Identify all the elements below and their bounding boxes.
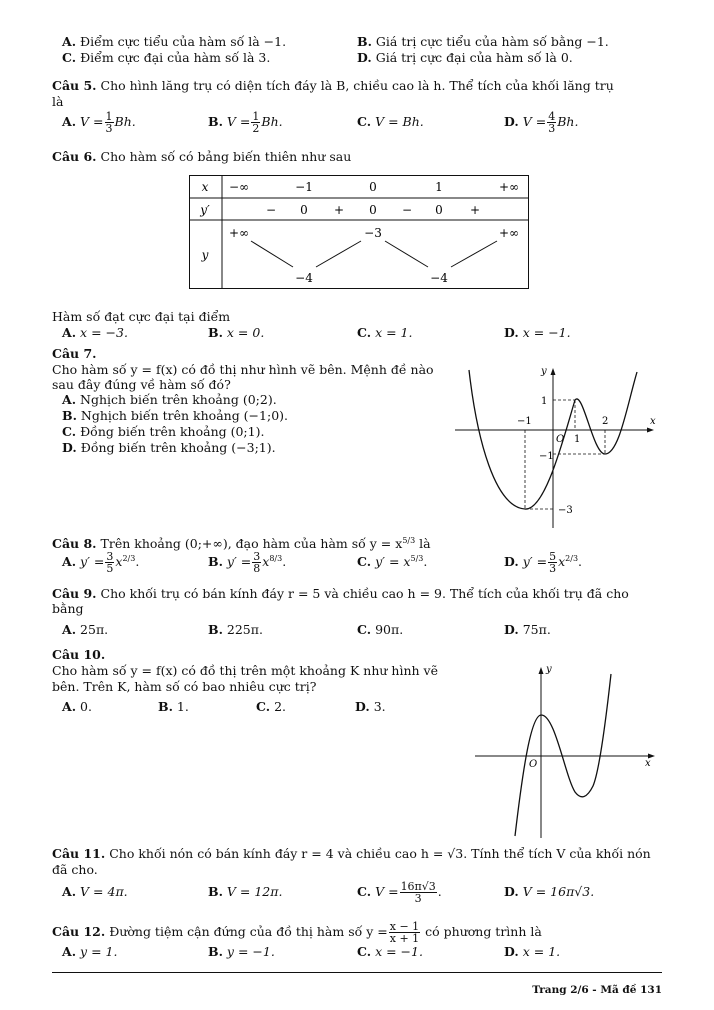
row-label-y: y — [201, 248, 209, 262]
q7-option-d: D. Đồng biến trên khoảng (−3;1). — [62, 440, 276, 455]
q5-stem-2: là — [52, 94, 64, 109]
q6-option-b: B. x = 0. — [208, 325, 265, 340]
q8-option-c: C. $y' = x^{5/3}$. — [357, 554, 428, 570]
q7-option-b: B. Nghịch biến trên khoảng (−1;0). — [62, 408, 288, 423]
sign: 0 — [435, 203, 443, 217]
svg-text:x: x — [645, 758, 651, 769]
q10-option-b: B. 1. — [158, 699, 189, 714]
q11-stem-2: đã cho. — [52, 862, 98, 877]
q10-option-a: A. 0. — [62, 699, 92, 714]
q6-option-d: D. x = −1. — [504, 325, 571, 340]
q5-stem: Câu 5. Cho hình lăng trụ có diện tích đáy là B, chiều cao là h. Thể tích của khối lăng trụ — [52, 78, 614, 93]
sign: + — [469, 203, 481, 217]
q9-stem-2: bằng — [52, 601, 84, 616]
y-top: +∞ — [498, 226, 520, 240]
footer-rule — [52, 972, 662, 973]
q7-stem-1: Cho hàm số y = f(x) có đồ thị như hình vẽ bên. Mệnh đề nào — [52, 362, 434, 377]
q12-stem: Câu 12. Đường tiệm cận đứng của đồ thị hàm số y = $\frac{x - 1}{x + 1}$ có phương trình là — [52, 920, 542, 945]
q6-stem: Câu 6. Cho hàm số có bảng biến thiên như sau — [52, 149, 352, 164]
y-bottom: −4 — [430, 271, 448, 285]
q10-label: Câu 10. — [52, 647, 106, 662]
row-label-x: x — [201, 180, 209, 194]
q9-option-d: D. 75π. — [504, 622, 551, 637]
q5-option-a: A. V = $\frac{1}{3}$ Bh. — [62, 110, 136, 135]
x-val: 0 — [369, 180, 377, 194]
svg-text:2: 2 — [602, 416, 609, 427]
q6-option-a: A. x = −3. — [62, 325, 128, 340]
svg-text:x: x — [650, 416, 656, 427]
q5-option-b: B. V = $\frac{1}{2}$ Bh. — [208, 110, 283, 135]
q7-option-a: A. Nghịch biến trên khoảng (0;2). — [62, 392, 277, 407]
q6-option-c: C. x = 1. — [357, 325, 413, 340]
q4-option-c: C. Điểm cực đại của hàm số là 3. — [62, 50, 271, 65]
svg-text:−1: −1 — [517, 416, 532, 427]
q4-option-b: B. Giá trị cực tiểu của hàm số bằng −1. — [357, 34, 609, 49]
q12-option-c: C. x = −1. — [357, 944, 423, 959]
row-label-yprime: y′ — [200, 203, 210, 217]
q10-option-c: C. 2. — [256, 699, 287, 714]
sign: + — [333, 203, 345, 217]
q11-option-d: D. V = 16π√3. — [504, 884, 595, 899]
q10-stem-1: Cho hàm số y = f(x) có đồ thị trên một khoảng K như hình vẽ — [52, 663, 438, 678]
q11-option-c: C. V = $\frac{16\pi√3}{3}$ . — [357, 880, 442, 905]
q8-option-a: A. y′ = $\frac{3}{5}$ $x^{2/3}$. — [62, 550, 140, 576]
x-val: −1 — [295, 180, 313, 194]
x-val: 1 — [435, 180, 443, 194]
q11-option-a: A. V = 4π. — [62, 884, 128, 899]
q7-stem-2: sau đây đúng về hàm số đó? — [52, 377, 231, 392]
q10-option-d: D. 3. — [355, 699, 386, 714]
q10-stem-2: bên. Trên K, hàm số có bao nhiêu cực trị? — [52, 679, 317, 694]
q12-option-a: A. y = 1. — [62, 944, 118, 959]
x-val: +∞ — [498, 180, 520, 194]
x-val: −∞ — [228, 180, 250, 194]
q9-option-a: A. 25π. — [62, 622, 109, 637]
q11-stem: Câu 11. Cho khối nón có bán kính đáy r = 4 và chiều cao h = √3. Tính thể tích V của khối nón — [52, 846, 651, 861]
sign: − — [401, 203, 413, 217]
svg-text:y: y — [541, 366, 547, 377]
svg-text:−1: −1 — [539, 451, 554, 462]
svg-text:1: 1 — [541, 396, 548, 407]
q4-option-a: A. Điểm cực tiểu của hàm số là −1. — [62, 34, 287, 49]
q12-option-d: D. x = 1. — [504, 944, 561, 959]
svg-text:1: 1 — [574, 434, 581, 445]
q4-option-d: D. Giá trị cực đại của hàm số là 0. — [357, 50, 573, 65]
q5-option-c: C. V = Bh. — [357, 114, 424, 129]
svg-text:−3: −3 — [558, 505, 573, 516]
sign: 0 — [300, 203, 308, 217]
q7-option-c: C. Đồng biến trên khoảng (0;1). — [62, 424, 265, 439]
q9-option-b: B. 225π. — [208, 622, 263, 637]
q9-option-c: C. 90π. — [357, 622, 404, 637]
q8-stem: Câu 8. Trên khoảng (0;+∞), đạo hàm của hàm số $y = x^{5/3}$ là — [52, 536, 431, 552]
q11-option-b: B. V = 12π. — [208, 884, 283, 899]
q6-question: Hàm số đạt cực đại tại điểm — [52, 309, 231, 324]
q10-graph — [475, 658, 665, 843]
page-footer: Trang 2/6 - Mã đề 131 — [532, 984, 662, 996]
q7-label: Câu 7. — [52, 346, 97, 361]
svg-text:y: y — [546, 664, 552, 675]
y-top: +∞ — [228, 226, 250, 240]
variation-table — [189, 175, 529, 292]
q7-graph — [455, 360, 665, 533]
q8-option-b: B. y′ = $\frac{3}{8}$ $x^{8/3}$. — [208, 550, 287, 576]
y-top: −3 — [364, 226, 382, 240]
q9-stem: Câu 9. Cho khối trụ có bán kính đáy r = 5 và chiều cao h = 9. Thể tích của khối trụ đã cho — [52, 586, 629, 601]
q12-option-b: B. y = −1. — [208, 944, 275, 959]
svg-text:O: O — [556, 434, 565, 445]
sign: 0 — [369, 203, 377, 217]
q8-option-d: D. y′ = $\frac{5}{3}$ $x^{2/3}$. — [504, 550, 583, 576]
svg-text:O: O — [529, 759, 538, 770]
q5-option-d: D. V = $\frac{4}{3}$ Bh. — [504, 110, 579, 135]
y-bottom: −4 — [295, 271, 313, 285]
sign: − — [265, 203, 277, 217]
